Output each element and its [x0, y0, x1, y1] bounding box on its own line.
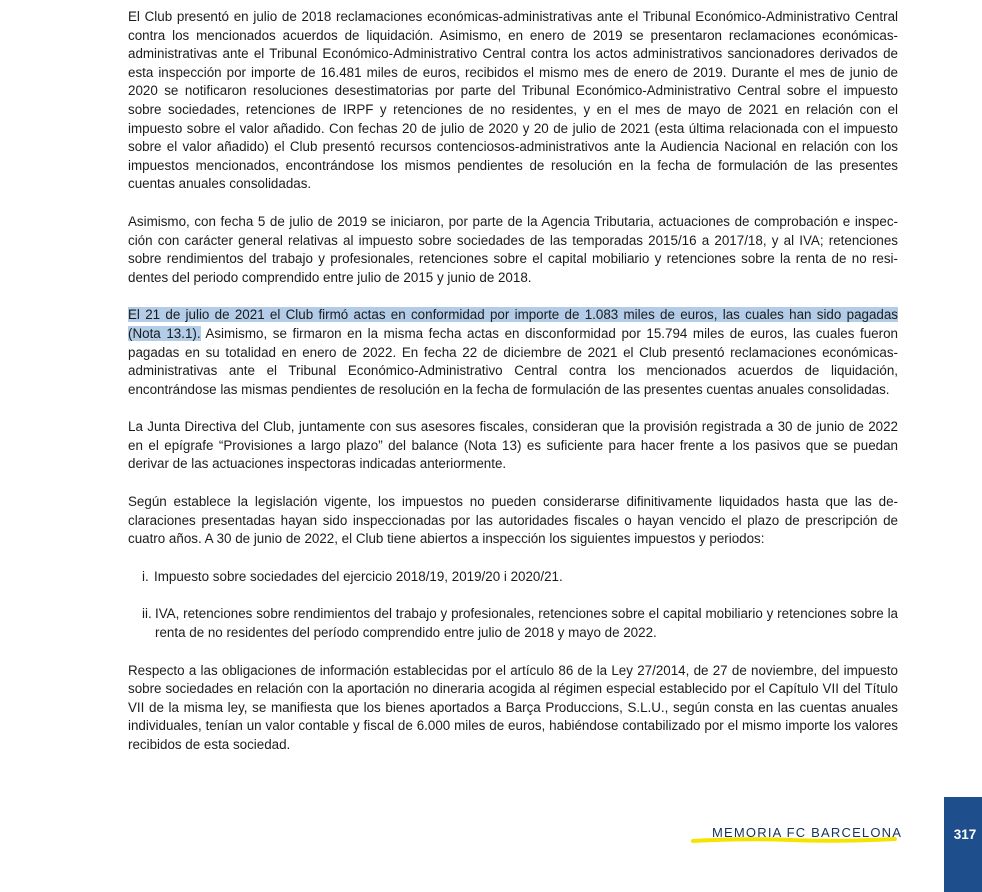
- paragraph-junta-directiva: La Junta Directiva del Club, juntamente con sus asesores fiscales, consideran que la provisión registrada a 30 de junio de 2022 en el epígrafe “Provisiones a largo plazo” del balance (Nota 13) es suficiente para hacer frente a los pasivos que se puedan derivar de las actuaciones inspectoras indicadas anteriormente.: [128, 419, 898, 472]
- list-marker: ii.: [142, 606, 152, 622]
- paragraph-actas-conformidad: [128, 306, 898, 399]
- list-marker: i.: [142, 568, 149, 584]
- list-item-text: Impuesto sobre sociedades del ejercicio 2018/19, 2019/20 i 2020/21.: [154, 568, 563, 584]
- document-body: [128, 8, 898, 755]
- page-number-box: [944, 797, 982, 892]
- paragraph-obligaciones-informacion: Respecto a las obligaciones de información establecidas por el artículo 86 de la Ley 27/2014, de 27 de noviembre, del impuesto sobre sociedades en relación con la aportación no dineraria acogida al régimen especial establecido por el Capítulo VII del Título VII de la misma ley, se manifiesta que los bienes aportados a Barça Produccions, S.L.U., según consta en las cuentas anuales individuales, tenían un valor contable y fiscal de 6.000 miles de euros, habiéndose contabilizado por el mismo importe los valores recibidos de esta sociedad.: [128, 662, 898, 752]
- list-item-text: IVA, retenciones sobre rendimientos del trabajo y profesionales, retenciones sobre el capital mobiliario y retenciones sobre la renta de no residentes del período comprendido entre julio de 2018 y mayo de 2022.: [155, 606, 898, 641]
- list-item: [128, 605, 898, 642]
- footer-title: MEMORIA FC BARCELONA: [712, 825, 903, 840]
- paragraph-club-reclamaciones: El Club presentó en julio de 2018 reclamaciones económicas-administrativas ante el Tribunal Económico-Administrativo Central contra los mencionados acuerdos de liquidación. Asimismo, en enero de 2019 se presentaron reclamaciones económicas-administrativas ante el Tribunal Económico-Administrativo Central contra los actos administrativos sancionadores derivados de esta inspección por importe de 16.481 miles de euros, recibidos el mismo mes de enero de 2019. Durante el mes de junio de 2020 se notificaron resoluciones desestimatorias por parte del Tribunal Económico-Administrativo Central sobre el impuesto sobre sociedades, retenciones de IRPF y retenciones de no residentes, y en el mes de mayo de 2021 en relación con el impuesto sobre el valor añadido. Con fechas 20 de julio de 2020 y 20 de julio de 2021 (esta última relacionada con el impuesto sobre el valor añadido) el Club presentó recursos contenciosos-administrativos ante la Audiencia Nacional en relación con los impuestos mencionados, encontrándose los mismos pendientes de resolución en la fecha de formulación de las presentes cuentas anuales consolidadas.: [128, 9, 898, 192]
- paragraph-text: Asimismo, se firmaron en la misma fecha actas en disconformidad por 15.794 miles de euros, las cuales fueron pagadas en su totalidad en enero de 2022. En fecha 22 de diciembre de 2021 el Club presentó reclamaciones económicas-administrativas ante el Tribunal Económico-Administrativo Central contra los mencionados acuerdos de liquidación, encontrándose las mismas pendientes de resolución en la fecha de formulación de las presentes cuentas anuales consolidadas.: [128, 325, 898, 397]
- highlighted-text: El 21 de julio de 2021 el Club firmó actas en conformidad por importe de 1.083 miles de euros, las cuales han sido pagadas (Nota 13.1).: [128, 307, 898, 341]
- list-item: [128, 568, 898, 587]
- paragraph-actuaciones-inspeccion: Asimismo, con fecha 5 de julio de 2019 se iniciaron, por parte de la Agencia Tributaria, actuaciones de comprobación e inspección con carácter general relativas al impuesto sobre sociedades de las temporadas 2015/16 a 2017/18, y al IVA; retenciones sobre rendimientos del trabajo y profesionales, retenciones sobre el capital mobiliario y retenciones sobre la renta de no residentes del periodo comprendido entre julio de 2015 y junio de 2018.: [128, 213, 898, 285]
- page-number: 317: [953, 827, 977, 842]
- paragraph-legislacion-vigente: Según establece la legislación vigente, los impuestos no pueden considerarse difinitivamente liquidados hasta que las declaraciones presentadas hayan sido inspeccionadas por las autoridades fiscales o hayan vencido el plazo de prescripción de cuatro años. A 30 de junio de 2022, el Club tiene abiertos a inspección los siguientes impuestos y periodos:: [128, 494, 898, 547]
